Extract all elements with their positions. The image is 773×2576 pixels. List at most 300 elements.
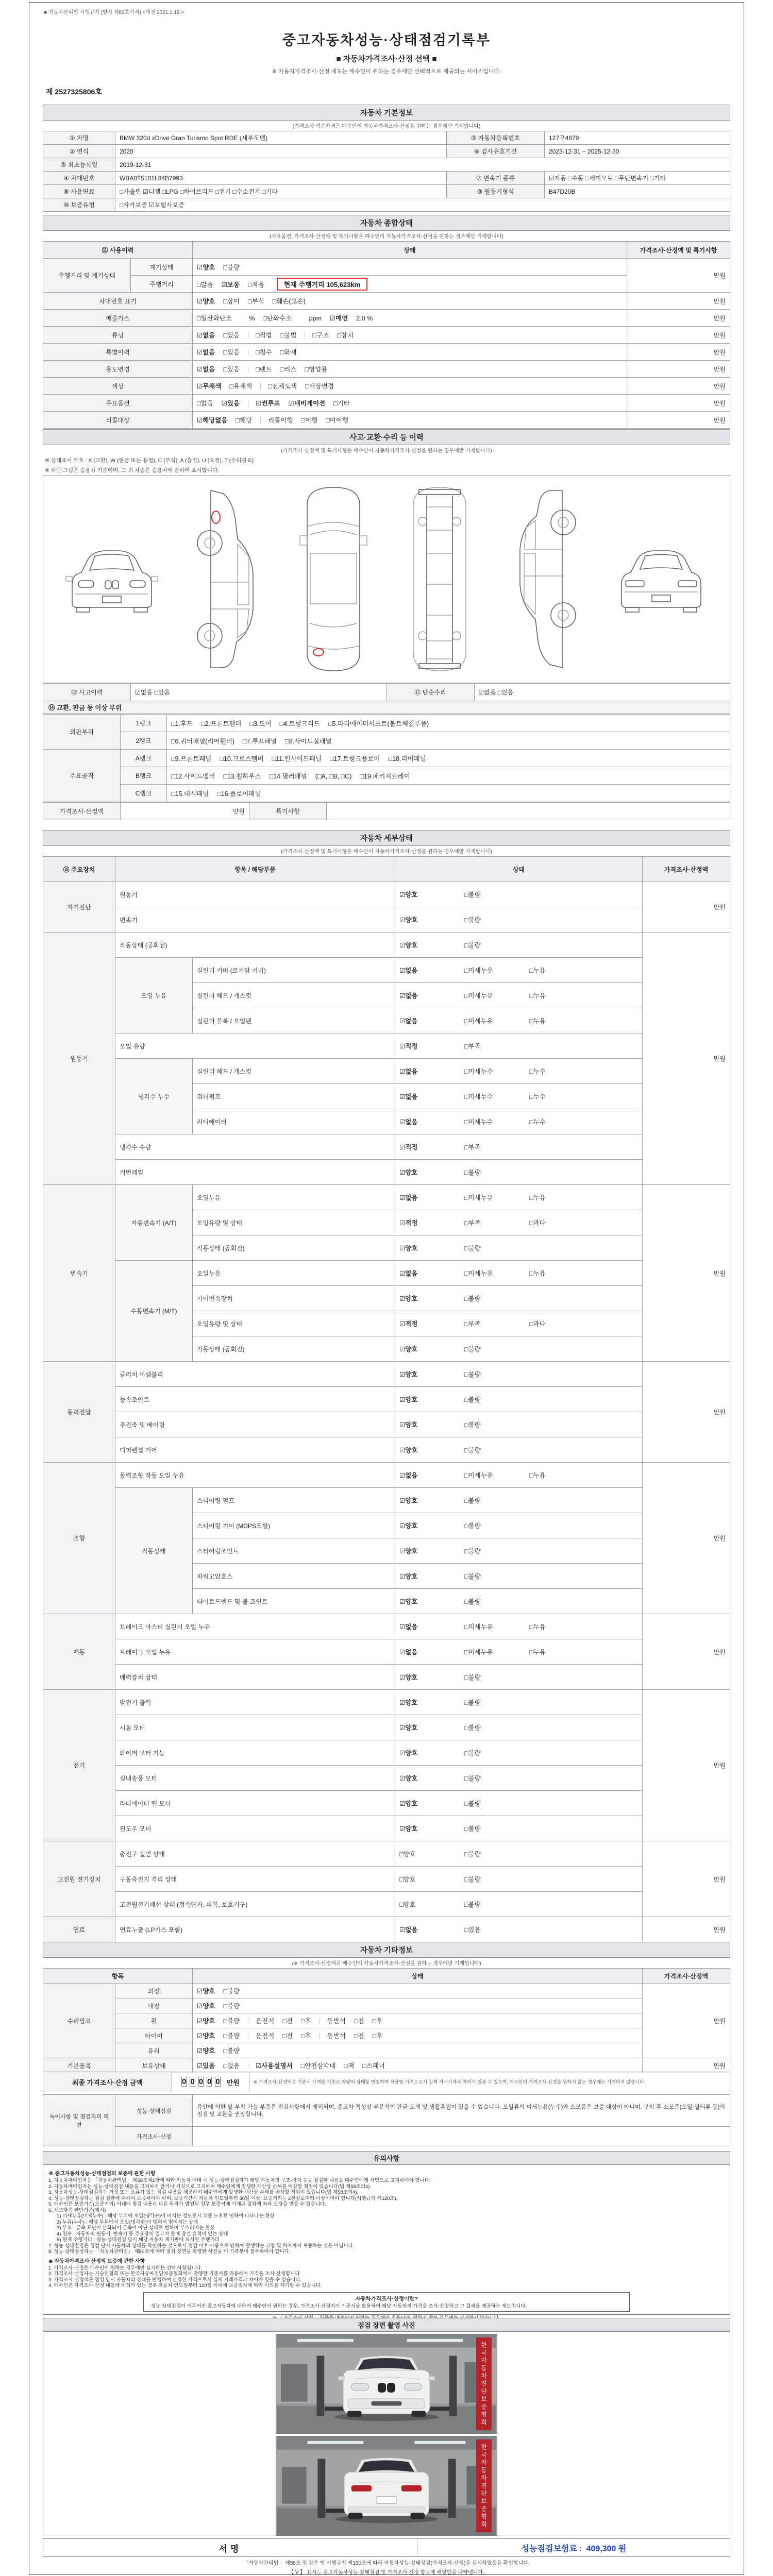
- table-row: [43, 327, 730, 344]
- checkbox-option: ☑양호: [399, 1724, 418, 1732]
- table-row: [43, 1791, 730, 1816]
- device-label: 제동: [43, 1614, 115, 1690]
- notice-item: 4. 매수인은 가격조사·산정 내용에 이의가 있는 경우 자동차 인도일부터 120일 이내에 보증절차에 따라 이의를 제기할 수 있습니다.: [48, 2283, 322, 2289]
- plate-number-value: 127구4879: [545, 131, 730, 145]
- checkbox-option: □누수: [529, 1068, 546, 1075]
- checkbox-option: □6.쿼터패널(리어휀더): [171, 737, 234, 745]
- checkbox-option: □미이행: [326, 417, 349, 424]
- checkbox-option: □5.라디에이터서포트(볼트체결부품): [328, 720, 429, 727]
- price-cell: 만원: [627, 361, 730, 378]
- state-header: 상태: [193, 242, 627, 259]
- exchange-rank-table: [43, 714, 730, 802]
- price-cell: 만원: [627, 344, 730, 361]
- final-price-note: ※ 가격조사·산정액은 기준서 가격을 기초로 차량의 상태를 반영하여 산출한 가격으로서 실제 거래가격과 차이가 있을 수 있으며, 매수인이 가격조사·산정을 원하지 않는 경우에는 기재하지 않습니다.: [253, 2079, 646, 2084]
- table-row: [43, 1740, 730, 1766]
- basic-info-section: [43, 105, 730, 211]
- car-top-frame-diagram: [401, 481, 478, 677]
- checkbox-option: ☑없음: [399, 1649, 418, 1656]
- checkbox-option: ☑양호: [399, 942, 418, 949]
- state-cell: [395, 882, 643, 907]
- state-cell: [395, 1235, 643, 1261]
- association-banner: [476, 2337, 492, 2430]
- field-label: ③ 최초등록일: [43, 158, 115, 172]
- checkbox-option: □후: [372, 2032, 383, 2040]
- rank-label: 2랭크: [121, 732, 167, 750]
- usage-history-label: 차대번호 표기: [43, 293, 193, 310]
- state-cell: [395, 1210, 643, 1235]
- other-item-label: 유리: [115, 2043, 193, 2058]
- signature-section: [43, 2538, 730, 2557]
- table-row: [43, 131, 730, 145]
- premium-value: 409,300 원: [586, 2544, 627, 2553]
- price-opinion-text: [193, 2127, 730, 2146]
- device-label: 원동기: [43, 933, 115, 1185]
- table-row: [43, 1766, 730, 1791]
- checkbox-option: □불량: [223, 2018, 240, 2025]
- checkbox-option: □침수: [256, 349, 272, 356]
- checkbox-option: ☑없음: [197, 332, 215, 339]
- separator: [260, 383, 261, 389]
- checkbox-option: □리스: [280, 366, 297, 373]
- usage-history-label: 용도변경: [43, 361, 193, 378]
- transmission-checkboxes: ☑자동 □수동 □세미오토 □무단변속기 □기타: [545, 172, 730, 185]
- table-row: [43, 2095, 730, 2127]
- checkbox-option: □양호: [399, 1901, 416, 1908]
- field-label: ⑩ 보증유형: [43, 198, 115, 212]
- checkbox-option: ☑양호: [399, 1775, 418, 1782]
- state-text: 동반석: [327, 2032, 346, 2040]
- table-row: [43, 361, 730, 378]
- remarks-label: 특기사항: [249, 803, 327, 820]
- table-row: [43, 732, 730, 750]
- item-label: 오일 유량: [115, 1033, 395, 1059]
- parts-cell: [167, 785, 730, 802]
- checkbox-option: □부족: [464, 1144, 481, 1151]
- checkbox-option: ☑양호: [399, 1371, 418, 1378]
- item-header: 항목: [43, 1969, 193, 1984]
- footer-confirmation: 「자동차관리법」 제58조 및 같은 법 시행규칙 제120조에 따라 자동차성능·상태점검(가격조사·산정)을 실시하였음을 확인합니다.: [243, 2561, 530, 2566]
- state-cell: [395, 1488, 643, 1513]
- table-row: [43, 1892, 730, 1917]
- notice-item: 4. 성능·상태점검자는 점검 결과에 대하여 보증하여야 하며, 보증기간은 자동차 인도일부터 30일 이상, 보증거리는 2천킬로미터 이상이어야 합니다(시행규칙 제120조).: [48, 2195, 398, 2201]
- checkbox-option: □불량: [464, 1421, 481, 1429]
- checkbox-option: □3.도어: [249, 720, 272, 727]
- table-row: [43, 1437, 730, 1463]
- checkbox-option: □불량: [223, 1988, 240, 1995]
- table-row: [43, 1614, 730, 1639]
- state-cell: [395, 1665, 643, 1690]
- checkbox-option: □화재: [280, 349, 297, 356]
- item-label: 스티어링 펌프: [193, 1488, 395, 1513]
- separator: [260, 417, 261, 423]
- item-label: 윈도우 모터: [115, 1816, 395, 1841]
- table-row: [43, 1639, 730, 1665]
- workshop-front-photo-art: [276, 2334, 497, 2433]
- table-row: [43, 767, 730, 785]
- checkbox-option: ☑없음: [399, 1270, 418, 1277]
- item-label: 충전구 절연 상태: [115, 1841, 395, 1867]
- checkbox-option: □10.크로스멤버: [220, 755, 264, 762]
- checkbox-option: □양호: [399, 1876, 416, 1883]
- item-label: 고전원전기배선 상태 (접속단자, 피복, 보호기구): [115, 1892, 395, 1917]
- checkbox-option: □안전삼각대: [300, 2062, 336, 2070]
- table-row: [43, 1690, 730, 1715]
- other-item-label: 내장: [115, 1998, 193, 2013]
- state-cell: [395, 1008, 643, 1033]
- table-row: [43, 158, 730, 172]
- state-cell: [193, 412, 627, 429]
- detail-condition-table: [43, 856, 730, 1942]
- item-label: 디퍼렌셜 기어: [115, 1437, 395, 1463]
- checkbox-option: □누유: [529, 1623, 546, 1631]
- table-row: [43, 1488, 730, 1513]
- item-label: 브레이크 오일 누유: [115, 1639, 395, 1665]
- checkbox-option: ☑양호: [399, 1396, 418, 1403]
- item-sublabel: 수동변속기 (M/T): [115, 1261, 193, 1362]
- state-cell: [193, 293, 627, 310]
- checkbox-option: ☑매연: [329, 315, 348, 322]
- state-cell: [395, 1917, 643, 1942]
- state-cell: [395, 1134, 643, 1160]
- checkbox-option: ☑없음: [399, 967, 418, 974]
- special-remarks-table: [43, 2094, 730, 2146]
- warranty-type-checkboxes: □자가보증 ☑보험사보증: [115, 198, 730, 212]
- table-row: [43, 750, 730, 767]
- state-cell: [395, 1412, 643, 1437]
- checkbox-option: □불량: [464, 917, 481, 924]
- field-label: ⑦ 변속기 종류: [447, 172, 545, 185]
- notice-item: 3. 자동차성능·상태점검자는 거짓 또는 오류가 있는 점검 내용을 제공하여 매수인에게 발생한 재산상 손해를 배상할 책임이 있습니다(법 제58조의4).: [48, 2190, 359, 2195]
- price-cell: 만원: [643, 1690, 730, 1841]
- table-row: [43, 145, 730, 158]
- checkbox-option: ☑없음: [399, 1926, 418, 1934]
- usage-history-label: 주요옵션: [43, 395, 193, 412]
- header-section: [43, 7, 730, 103]
- state-cell: [395, 1690, 643, 1715]
- checkbox-option: □16.플로어패널: [217, 790, 261, 798]
- notice-item: 1) 미세누유(미세누수) : 해당 부위에 오일(냉각수)이 비치는 정도로서 부품 노후로 인하여 나타나는 현상: [57, 2213, 275, 2219]
- item-sublabel: 오일 누유: [115, 958, 193, 1033]
- checkbox-option: ☑양호: [197, 2003, 215, 2010]
- checkbox-option: □누수: [529, 1118, 546, 1126]
- checkbox-option: ☑없음: [399, 1068, 418, 1075]
- checkbox-option: ☑양호: [399, 1750, 418, 1757]
- exchange-band-title: ⑭ 교환, 판금 등 이상 부위: [43, 701, 730, 714]
- state-cell: [193, 395, 627, 412]
- checkbox-option: ☑양호: [399, 1497, 418, 1504]
- state-cell: [395, 1513, 643, 1538]
- state-text: 동반석: [327, 2018, 346, 2025]
- table-row: [43, 803, 730, 820]
- state-text: %: [240, 315, 255, 322]
- price-cell: 만원: [643, 933, 730, 1185]
- state-code-legend: ※ 상태표시 부호 : X (교환), W (판금 또는 용접), C (부식), A (흠집), U (요철), T (수리필요): [45, 457, 254, 464]
- notice-section: [43, 2151, 730, 2315]
- checkbox-option: ☑무채색: [197, 383, 222, 390]
- state-cell: [193, 310, 627, 327]
- item-label: 오일누유: [193, 1185, 395, 1210]
- checkbox-option: □누유: [529, 1270, 546, 1277]
- field-label: ② 연식: [43, 145, 115, 158]
- checkbox-option: □이행: [301, 417, 318, 424]
- notice-item: 2. 자동차매매업자는 성능·상태점검 내용을 고지하지 않거나 거짓으로 고지하여 매수인에게 발생한 재산상 손해를 배상할 책임이 있습니다(법 제58조의4).: [48, 2183, 372, 2190]
- item-label: 추진축 및 베어링: [115, 1412, 395, 1437]
- overall-condition-section: [43, 215, 730, 425]
- checkbox-option: □미세누유: [464, 992, 493, 999]
- checkbox-option: □있음: [223, 366, 240, 373]
- checkbox-option: □스패너: [362, 2062, 385, 2070]
- device-label: 연료: [43, 1917, 115, 1942]
- accident-label: ⑫ 사고이력: [43, 684, 131, 701]
- item-label: 라디에이터 팬 모터: [115, 1791, 395, 1816]
- checkbox-option: □8.사이드실패널: [285, 737, 332, 745]
- state-cell: [395, 1362, 643, 1387]
- checkbox-option: ☑양호: [197, 2047, 215, 2055]
- diagram-legend: ※ 하단 그림은 승용차 기준이며, 그 외 차종은 승용차에 준하여 표시합니다.: [45, 467, 219, 473]
- checkbox-option: ☑보통: [221, 281, 240, 289]
- checkbox-option: □구조: [312, 332, 329, 339]
- checkbox-option: □누수: [529, 1093, 546, 1100]
- price-cell: 만원: [627, 412, 730, 429]
- table-row: [43, 1816, 730, 1841]
- state-cell: [193, 276, 627, 293]
- checkbox-option: ☑없음: [399, 1093, 418, 1100]
- checkbox-option: □불량: [464, 1901, 481, 1908]
- checkbox-option: □13.휠하우스: [223, 772, 261, 780]
- table-row: [43, 1867, 730, 1892]
- state-cell: [193, 2058, 643, 2073]
- state-cell: [193, 1984, 643, 1998]
- state-cell: [193, 361, 627, 378]
- checkbox-option: □불량: [464, 1371, 481, 1378]
- checkbox-option: ☑양호: [197, 2018, 215, 2025]
- premium-label: 성능점검보험료 :: [521, 2544, 582, 2553]
- item-label: 냉각수 수량: [115, 1134, 395, 1160]
- notice-item: 8. 성능·상태점검자는 「자동차관리법」 제80조에 따라 점검 장면을 촬영한 사진을 이 기록부에 첨부하여야 합니다.: [48, 2249, 291, 2255]
- footer-section: [43, 2557, 730, 2574]
- state-cell: [395, 1160, 643, 1185]
- exchange-price-table: [43, 802, 730, 820]
- association-banner-text: 한국자동차진단보증협회: [480, 2341, 488, 2427]
- table-row: [43, 344, 730, 361]
- table-row: [43, 882, 730, 907]
- field-label: ④ 차대번호: [43, 172, 115, 185]
- checkbox-option: □불량: [464, 1295, 481, 1302]
- price-header: 가격조사·산정액: [643, 857, 730, 882]
- state-header: 상태: [395, 857, 643, 882]
- checkbox-option: □미세누유: [464, 1018, 493, 1025]
- checkbox-option: □미세누유: [464, 1270, 493, 1277]
- state-cell: [193, 2028, 643, 2043]
- checkbox-option: □미세누수: [464, 1093, 493, 1100]
- basic-section-title: 자동차 기본정보: [43, 105, 730, 121]
- checkbox-option: ☑양호: [399, 1800, 418, 1807]
- device-label: 조향: [43, 1463, 115, 1614]
- price-cell: 만원: [643, 1185, 730, 1362]
- checkbox-option: ☑양호: [399, 1447, 418, 1454]
- checkbox-option: □불량: [464, 942, 481, 949]
- other-section-note: (※ 가격조사·산정액은 매수인이 자동차가격조사·산정을 원하는 경우에만 기재합니다): [292, 1961, 481, 1967]
- checkbox-option: □부족: [464, 1043, 481, 1050]
- table-row: [43, 1984, 730, 1998]
- price-cell: 만원: [627, 293, 730, 310]
- usage-history-sublabel: 주행거리: [131, 276, 193, 293]
- checkbox-option: ☑적정: [399, 1219, 418, 1227]
- checkbox-option: ☑양호: [399, 1825, 418, 1833]
- table-row: [43, 1134, 730, 1160]
- inspection-period-value: 2023-12-31 ~ 2025-12-30: [545, 145, 730, 158]
- checkbox-option: □불량: [464, 1724, 481, 1732]
- state-cell: [395, 1336, 643, 1362]
- item-label: 파워고압호스: [193, 1564, 395, 1589]
- device-label: 고전원 전기장치: [43, 1841, 115, 1917]
- final-price-label: 최종 가격조사·산정 금액: [43, 2072, 172, 2092]
- notice-item: 1. 자동차매매업자는 「자동차관리법」 제58조제1항에 따라 자동차 매매 시 성능·상태점검자가 해당 자동차의 구조·장치 등을 점검한 내용을 매수인에게 서면으로 고지하여야 합니다.: [48, 2178, 431, 2183]
- checkbox-option: □없음: [197, 400, 213, 407]
- checkbox-option: ☑없음: [399, 1623, 418, 1631]
- parts-cell: [167, 715, 730, 732]
- item-label: 와이퍼 모터 기능: [115, 1740, 395, 1766]
- checkbox-option: □전: [354, 2018, 364, 2025]
- checkbox-option: □기타: [333, 400, 350, 407]
- table-row: [43, 395, 730, 412]
- item-header: 항목 / 해당부품: [115, 857, 395, 882]
- device-label: 변속기: [43, 1185, 115, 1362]
- checkbox-option: □후: [300, 2018, 311, 2025]
- price-cell: 만원: [643, 1841, 730, 1917]
- state-header: 상태: [193, 1969, 643, 1984]
- checkbox-option: ☑없음: [197, 366, 215, 373]
- checkbox-option: □불량: [464, 1522, 481, 1530]
- table-row: [43, 2013, 730, 2028]
- state-cell: [193, 259, 627, 276]
- checkbox-option: ☑양호: [399, 917, 418, 924]
- checkbox-option: □장치: [337, 332, 354, 339]
- signature-label: 서명: [43, 2539, 418, 2556]
- table-row: [43, 2028, 730, 2043]
- special-remarks-label: 특이사항 및 점검자의 의견: [43, 2095, 115, 2146]
- checkbox-option: □누유: [529, 992, 546, 999]
- item-label: 구동축전지 격리 상태: [115, 1867, 395, 1892]
- notice-item: 5) 현재 주행거리 : 성능·상태점검 당시 해당 자동차 계기판에 표시된 주행거리: [57, 2237, 220, 2243]
- checkbox-option: □2.프론트휀더: [201, 720, 242, 727]
- checkbox-option: □불량: [464, 1775, 481, 1782]
- notice-item: 5. 매수인은 보증기간(보증거리) 이내에 점검 내용과 다른 하자가 발견된 경우 보증서에 기재된 절차에 따라 보상을 받을 수 있습니다.: [48, 2201, 326, 2207]
- price-cell: 만원: [643, 1614, 730, 1690]
- first-registration-value: 2019-12-31: [115, 158, 730, 172]
- item-label: 라디에이터: [193, 1109, 395, 1134]
- table-row: [43, 2058, 730, 2073]
- state-cell: [395, 1589, 643, 1614]
- checkbox-option: □불량: [464, 1497, 481, 1504]
- state-cell: [193, 1998, 643, 2013]
- engine-type-value: B47D20B: [545, 185, 730, 198]
- checkbox-option: □미세누유: [464, 967, 493, 974]
- field-label: ⑥ 검사유효기간: [447, 145, 545, 158]
- checkbox-option: □불법: [280, 332, 297, 339]
- usage-history-label: 색상: [43, 378, 193, 395]
- table-row: [43, 1387, 730, 1412]
- rank-label: 1랭크: [121, 715, 167, 732]
- price-digit-box: 0: [198, 2077, 204, 2086]
- table-row: [43, 958, 730, 983]
- item-label: 오일유량 및 상태: [193, 1311, 395, 1336]
- checkbox-option: □색상변경: [305, 383, 334, 390]
- parts-cell: [167, 750, 730, 767]
- mileage-red-box: 현재 주행거리 105,623km: [277, 278, 367, 291]
- price-row-label: 가격조사·산정: [115, 2127, 193, 2146]
- field-label: ⑨ 원동기형식: [447, 185, 545, 198]
- notice-item: 7. 성능·상태점검은 점검 당시 자동차의 상태를 확인하는 것으로서 점검 이후 사용으로 인하여 발생하는 고장 및 하자까지 보증하는 것은 아닙니다.: [48, 2243, 355, 2249]
- checkbox-option: □불량: [223, 2047, 240, 2055]
- checkbox-option: □상이: [223, 298, 240, 305]
- accident-section-title: 사고·교환·수리 등 이력: [43, 429, 730, 445]
- table-row: [43, 1917, 730, 1942]
- state-text: 운전석: [256, 2018, 275, 2025]
- parts-cell: [167, 767, 730, 785]
- checkbox-option: □부식: [248, 298, 264, 305]
- inspection-photo-front: [276, 2334, 497, 2434]
- rank-label: C랭크: [121, 785, 167, 802]
- accident-history-section: [43, 429, 730, 827]
- table-row: [43, 907, 730, 933]
- state-cell: [395, 1791, 643, 1816]
- price-cell: 만원: [643, 2058, 730, 2073]
- inspection-row-label: 성능·상태점검: [115, 2095, 193, 2127]
- price-cell: 만원: [627, 378, 730, 395]
- form-reference-note: ■ 자동차관리법 시행규칙 [별지 제82호서식] <개정 2021.1.19.>: [44, 10, 184, 15]
- other-item-label: 타이어: [115, 2028, 193, 2043]
- association-banner: [476, 2439, 492, 2532]
- price-digit-box: 0: [207, 2077, 212, 2086]
- item-label: 배력장치 상태: [115, 1665, 395, 1690]
- checkbox-option: □불량: [464, 1573, 481, 1580]
- notice-item: 3. 가격조사·산정액은 점검 당시 자동차의 상태를 반영하여 산정한 가격으로서 실제 거래가격과 차이가 있을 수 있습니다.: [48, 2277, 302, 2283]
- checkbox-option: □잭: [344, 2062, 355, 2070]
- checkbox-option: ☑양호: [399, 1573, 418, 1580]
- parts-cell: [167, 732, 730, 750]
- price-cell: 만원: [643, 1463, 730, 1614]
- price-digit-box: 0: [190, 2077, 195, 2086]
- document-number: 제 2527325806호: [46, 88, 102, 96]
- other-info-table: [43, 1968, 730, 2073]
- detail-condition-section: [43, 830, 730, 1939]
- price-cell: 만원: [121, 803, 249, 820]
- checkbox-option: □전체도색: [268, 383, 297, 390]
- checkbox-option: ☑양호: [399, 1346, 418, 1353]
- state-text: 운전석: [256, 2032, 275, 2040]
- footer-note: 【 V 】 표시는 중고자동차성능·상태점검 및 가격조사·산정 항목에 해당함을 나타냅니다.: [289, 2570, 484, 2575]
- price-definition-text: 성능·상태점검이 이루어진 중고자동차에 대하여 매수인이 원하는 경우, 가격조사·산정자가 기준서를 활용하여 해당 자동차의 가격을 조사·산정하고 그 결과를 제공하는 제도입니다.: [150, 2303, 527, 2309]
- price-cell: 만원: [643, 1984, 730, 2058]
- table-row: [43, 198, 730, 212]
- table-header-row: [43, 1969, 730, 1984]
- item-label: 클러치 어셈블리: [115, 1362, 395, 1387]
- checkbox-option: ☑양호: [197, 2032, 215, 2040]
- price-cell: 만원: [627, 327, 730, 344]
- table-row: [43, 172, 730, 185]
- page-title: 중고자동차성능·상태점검기록부: [282, 32, 491, 48]
- checkbox-option: □누유: [529, 1018, 546, 1025]
- document-frame: [29, 2, 744, 2575]
- state-cell: [395, 1185, 643, 1210]
- checkbox-option: □없음: [223, 2062, 240, 2070]
- state-text: ppm: [300, 315, 322, 322]
- checkbox-option: □불량: [464, 1346, 481, 1353]
- state-cell: [395, 1892, 643, 1917]
- checkbox-option: □12.사이드멤버: [171, 772, 215, 780]
- table-row: [43, 1412, 730, 1437]
